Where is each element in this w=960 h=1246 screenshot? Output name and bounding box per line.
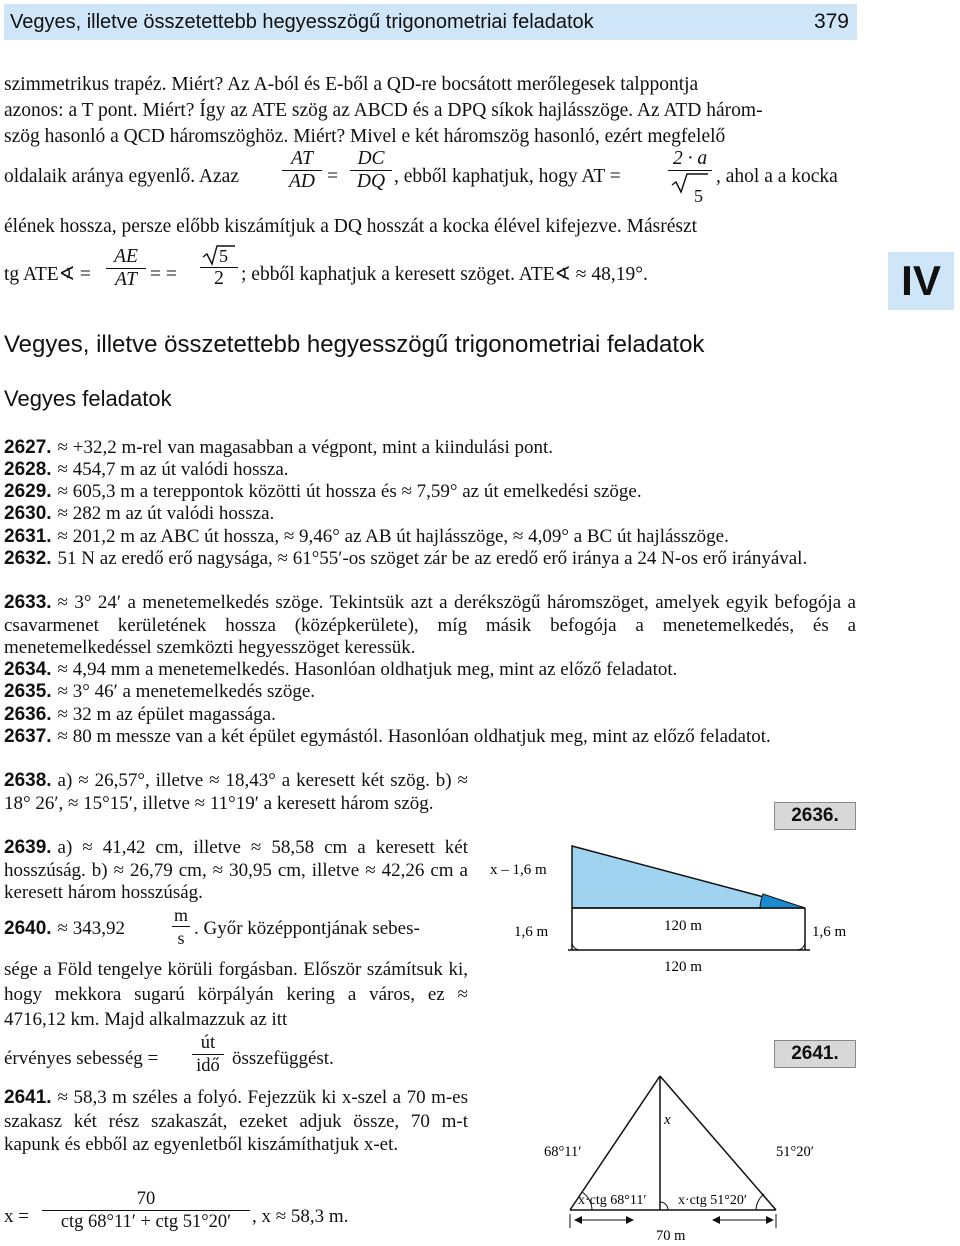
- exercise-text: ≈ 4,94 mm a menetemelkedés. Hasonlóan oldhatjuk meg, mint az előző feladatot.: [57, 659, 678, 680]
- sqrt-symbol-icon: [670, 171, 710, 195]
- exercise-2629: [4, 481, 856, 504]
- arrow-right-icon: [626, 1216, 634, 1224]
- exercise-number: 2640.: [4, 918, 52, 939]
- exercise-2628: [4, 459, 856, 482]
- fraction-denominator: ctg 68°11′ + ctg 51°20′: [60, 1212, 232, 1232]
- exercise-text: ≈ 80 m messze van a két épület egymástól. Hasonlóan oldhatjuk meg, mint az előző feladatot.: [57, 726, 771, 747]
- fraction-numerator: 2 · a: [668, 148, 712, 171]
- exercise-2639: [4, 837, 468, 905]
- exercise-2641-eq-a: x =: [4, 1206, 29, 1227]
- exercise-text: ≈ 3° 46′ a menetemelkedés szöge.: [57, 681, 316, 702]
- exercise-2630: [4, 503, 856, 526]
- section-title: Vegyes, illetve összetettebb hegyesszögű trigonometriai feladatok: [4, 331, 705, 358]
- exercise-2640-line1b: . Győr középpontjának sebes-: [194, 918, 420, 939]
- header-title: Vegyes, illetve összetettebb hegyesszögű trigonometriai feladatok: [10, 11, 594, 33]
- exercise-text: ≈ 454,7 m az út valódi hossza.: [57, 459, 289, 480]
- left-top-label: x – 1,6 m: [490, 862, 547, 878]
- exercise-number: 2627.: [4, 437, 52, 458]
- exercise-text: ≈ 3° 24′ a menetemelkedés szöge. Tekintsük azt a derékszögű háromszöget, amelyek egyik befogója a csavarmenet kerületének hossza (középkerülete), míg másik befogója a menetemelkedés, és a menetemelkedéssel szemközti hegyesszöget keressük.: [4, 592, 856, 658]
- fraction-dc-dq: [350, 148, 392, 193]
- equals-signs: = =: [150, 264, 177, 285]
- unit-fraction-m-s: [172, 904, 190, 949]
- intro-line-4a: oldalaik aránya egyenlő. Azaz: [4, 166, 239, 187]
- inner-length-label: 120 m: [664, 918, 702, 934]
- fraction-denominator: [668, 171, 712, 195]
- exercise-text: a) ≈ 26,57°, illetve ≈ 18,43° a keresett két szög. b) ≈ 18° 26′, ≈ 15°15′, illetve ≈ 11°19′ a keresett három szög.: [4, 770, 468, 814]
- base-length-label: 70 m: [656, 1228, 686, 1244]
- exercise-text: ≈ 282 m az út valódi hossza.: [57, 503, 275, 524]
- exercise-number: 2634.: [4, 659, 52, 680]
- exercise-number: 2632.: [4, 548, 52, 569]
- exercise-number: 2628.: [4, 459, 52, 480]
- exercise-2636: [4, 704, 856, 727]
- right-angle-icon: [660, 1202, 668, 1210]
- bottom-length-label: 120 m: [664, 959, 702, 975]
- exercise-text: ≈ 32 m az épület magassága.: [57, 704, 276, 725]
- exercise-number: 2630.: [4, 503, 52, 524]
- fraction-numerator: DC: [350, 148, 392, 171]
- fraction-numerator: AT: [282, 148, 322, 171]
- exercise-2635: [4, 681, 856, 704]
- exercise-2634: [4, 659, 856, 682]
- exercise-number: 2641.: [4, 1087, 52, 1108]
- exercise-2640-formula-a: érvényes sebesség =: [4, 1048, 159, 1069]
- intro-line-2: azonos: a T pont. Miért? Így az ATE szög az ABCD és a DPQ síkok hajlásszöge. Az ATD három-: [4, 100, 763, 121]
- fraction-numerator: út: [192, 1032, 224, 1055]
- exercise-number: 2631.: [4, 526, 52, 547]
- figure-label-2636: 2636.: [774, 802, 856, 830]
- fraction-numerator: AE: [106, 246, 146, 269]
- intro-line-6a: tg ATE∢ =: [4, 264, 91, 285]
- fraction-70-ctg: [42, 1188, 250, 1233]
- equals-sign: =: [327, 166, 338, 187]
- fraction-denominator: idő: [196, 1056, 220, 1076]
- right-angle-icon: [572, 942, 580, 950]
- exercise-text: ≈ 605,3 m a tereppontok közötti út hossza és ≈ 7,59° az út emelkedési szöge.: [57, 481, 642, 502]
- left-segment-label: x·ctg 68°11′: [578, 1193, 647, 1208]
- chapter-tab: IV: [888, 252, 954, 310]
- building-triangle-figure: [480, 836, 860, 986]
- intro-line-5: élének hossza, persze előbb kiszámítjuk a DQ hosszát a kocka élével kifejezve. Másrészt: [4, 216, 698, 237]
- river-width-figure: [530, 1068, 840, 1244]
- intro-line-4c: , ahol a a kocka: [716, 166, 838, 187]
- arrow-left-icon: [574, 1216, 582, 1224]
- fraction-at-ad: [282, 148, 322, 193]
- exercise-text: ≈ 343,92: [57, 918, 125, 939]
- height-label: x: [664, 1112, 671, 1128]
- exercise-number: 2637.: [4, 726, 52, 747]
- page-number: 379: [813, 10, 849, 33]
- exercise-2627: [4, 437, 856, 460]
- fraction-numerator: m: [174, 905, 189, 925]
- fraction-denominator: AD: [289, 171, 315, 192]
- exercise-2640-body: sége a Föld tengelye körüli forgásban. Először számítsuk ki, hogy mekkora sugarú körpályán kering a város, ez ≈ 4716,12 km. Majd alkalmazzuk az itt: [4, 959, 468, 1030]
- left-bottom-label: 1,6 m: [514, 924, 549, 940]
- fraction-2a-sqrt5: [668, 148, 712, 195]
- exercise-number: 2629.: [4, 481, 52, 502]
- right-label: 1,6 m: [812, 924, 847, 940]
- page-header: [4, 4, 857, 40]
- intro-line-6b: ; ebből kaphatjuk a keresett szöget. ATE∢ ≈ 48,19°.: [241, 264, 648, 285]
- exercise-text: ≈ 201,2 m az ABC út hossza, ≈ 9,46° az AB út hajlásszöge, ≈ 4,09° a BC út hajlásszöge.: [57, 526, 729, 547]
- fraction-denominator: DQ: [356, 171, 386, 192]
- intro-line-4b: , ebből kaphatjuk, hogy AT =: [394, 166, 621, 187]
- exercise-text: a) ≈ 41,42 cm, illetve ≈ 58,58 cm a keresett két hosszúság. b) ≈ 26,79 cm, ≈ 30,95 cm, illetve ≈ 42,26 cm a keresett három hosszúság.: [4, 837, 468, 903]
- exercise-2638: [4, 770, 468, 815]
- exercise-2640-formula-b: összefüggést.: [232, 1048, 334, 1069]
- intro-line-3: szög hasonló a QCD háromszöghöz. Miért? Mivel e két háromszög hasonló, ezért megfelelő: [4, 126, 726, 147]
- fraction-denominator: s: [177, 928, 185, 948]
- exercise-text: 51 N az eredő erő nagysága, ≈ 61°55′-os szöget zár be az eredő erő iránya a 24 N-os erő irányával.: [57, 548, 808, 569]
- fraction-denominator: 2: [214, 268, 224, 289]
- sqrt-5-value: 5: [694, 186, 703, 206]
- exercise-text: ≈ 58,3 m széles a folyó. Fejezzük ki x-szel a 70 m-es szakasz két rész szakaszát, ezeket adjuk össze, 70 m-t kapunk és ebből az egyenletből kiszámíthatjuk x-et.: [4, 1087, 468, 1155]
- exercise-2641: [4, 1086, 468, 1157]
- exercise-2632: [4, 548, 856, 571]
- right-angle-icon: [797, 942, 805, 950]
- exercise-number: 2636.: [4, 704, 52, 725]
- exercise-number: 2633.: [4, 592, 52, 613]
- fraction-ae-at: [106, 246, 146, 291]
- angle-marker-icon: [760, 894, 805, 908]
- arrow-right-icon: [766, 1216, 774, 1224]
- intro-line-1: szimmetrikus trapéz. Miért? Az A-ból és E-ből a QD-re bocsátott merőlegesek talppontja: [4, 74, 699, 95]
- exercise-number: 2639.: [4, 837, 52, 858]
- sqrt-5-numerator: 5: [219, 246, 228, 266]
- exercise-2633: [4, 592, 856, 660]
- fraction-ut-ido: [192, 1032, 224, 1077]
- arrow-left-icon: [712, 1216, 720, 1224]
- right-angle-label: 51°20′: [776, 1144, 814, 1160]
- figure-label-2641: 2641.: [774, 1040, 856, 1068]
- right-segment-label: x·ctg 51°20′: [678, 1193, 747, 1208]
- exercise-number: 2635.: [4, 681, 52, 702]
- exercise-text: ≈ +32,2 m-rel van magasabban a végpont, mint a kiindulási pont.: [57, 437, 554, 458]
- exercise-number: 2638.: [4, 770, 52, 791]
- fraction-numerator: 70: [42, 1188, 250, 1211]
- exercise-2641-eq-b: , x ≈ 58,3 m.: [252, 1206, 349, 1227]
- fraction-denominator: AT: [114, 269, 138, 290]
- exercise-2637: [4, 726, 856, 749]
- subsection-title: Vegyes feladatok: [4, 386, 172, 411]
- exercise-2631: [4, 526, 856, 549]
- left-angle-label: 68°11′: [544, 1144, 582, 1160]
